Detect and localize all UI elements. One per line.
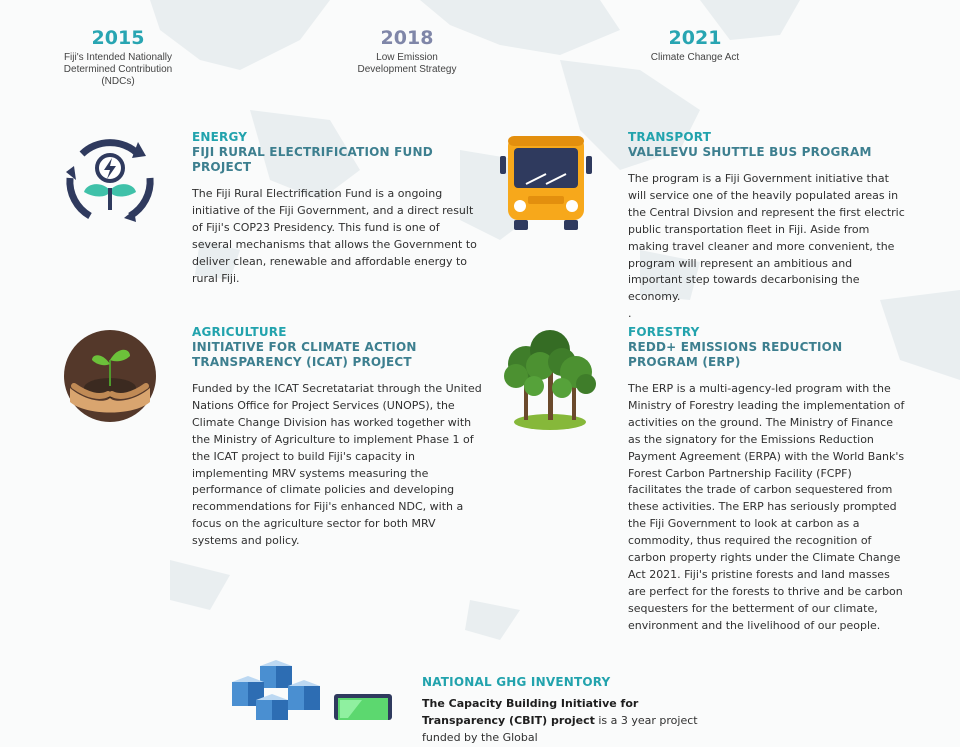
forestry-body: The ERP is a multi-agency-led program with the Ministry of Forestry leading the implementation of activities on the ground. The Ministry of Finance as the signatory for the Emissions Reduction Payment Agreement (ERPA) with the World Bank's Forest Carbon Partnership Facility (FCPF) facilitates the trade of carbon sequestered from these activities. The ERP has seriously prompted the Fiji Government to look at carbon as a commodity, thus required the recognition of carbon property rights under the Climate Change Act 2021. Fiji's pristine forests and land masses are perfect for the forests to thrive and be carbon sequesters for the betterment of our climate, environment and the livelihood of our people. xyxy=(628,382,905,632)
forestry-section xyxy=(628,325,908,635)
forest-trees-icon xyxy=(500,328,600,432)
transport-title: VALELEVU SHUTTLE BUS PROGRAM xyxy=(628,145,872,159)
ghg-lead-bold: The Capacity Building Initiative for Transparency (CBIT) project xyxy=(422,697,639,727)
timeline-desc: Low Emission Development Strategy xyxy=(357,52,457,75)
transport-body-trailing: . xyxy=(628,307,632,321)
timeline-2015 xyxy=(18,26,218,88)
timeline-year: 2018 xyxy=(380,27,434,49)
data-servers-icon xyxy=(230,660,326,720)
transport-section xyxy=(628,130,908,323)
transport-category: TRANSPORT xyxy=(628,130,712,144)
electric-bus-icon xyxy=(500,134,592,232)
energy-body: The Fiji Rural Electrification Fund is a ongoing initiative of the Fiji Government, and a direct result of Fiji's COP23 Presidency. This fund is one of several mechanisms that allows the Government to deliver clean, renewable and affordable energy to rural Fiji. xyxy=(192,187,477,285)
renewable-energy-icon xyxy=(60,132,160,232)
energy-section xyxy=(192,130,482,287)
timeline-year: 2021 xyxy=(668,27,722,49)
agriculture-body: Funded by the ICAT Secretatariat through the United Nations Office for Project Services (UNOPS), the Climate Change Division has worked together with the Ministry of Agriculture to implement Phase 1 of the ICAT project to build Fiji's capacity in implementing MRV systems measuring the performance of climate policies and developing recommendations for Fiji's enhanced NDC, with a focus on the agriculture sector for both MRV systems and policy. xyxy=(192,382,482,548)
monitor-icon xyxy=(334,694,392,720)
timeline-desc: Climate Change Act xyxy=(650,52,740,63)
ghg-category: NATIONAL GHG INVENTORY xyxy=(422,675,611,689)
hands-soil-plant-icon xyxy=(64,330,156,422)
timeline-2018 xyxy=(307,26,507,76)
timeline-year: 2015 xyxy=(91,27,145,49)
transport-body xyxy=(628,171,908,323)
ghg-lead-rest: is a 3 year project funded by the Global xyxy=(422,713,698,744)
forestry-title: REDD+ EMISSIONS REDUCTION PROGRAM (ERP) xyxy=(628,340,843,369)
forestry-category: FORESTRY xyxy=(628,325,700,339)
ghg-body xyxy=(422,696,722,747)
timeline-2021 xyxy=(595,26,795,64)
timeline-desc: Fiji's Intended Nationally Determined Contribution (NDCs) xyxy=(63,52,173,87)
agriculture-title: INITIATIVE FOR CLIMATE ACTION TRANSPARENCY (ICAT) PROJECT xyxy=(192,340,417,369)
transport-body-text: The program is a Fiji Government initiative that will service one of the heavily populated areas in the Central Divsion and represent the first electric public transportation fleet in Fiji. Aside from making travel cleaner and more convenient, the program will represent an ambitious and important step towards decarbonising the economy. xyxy=(628,172,905,304)
agriculture-section xyxy=(192,325,482,550)
ghg-section xyxy=(422,675,722,747)
agriculture-category: AGRICULTURE xyxy=(192,325,287,339)
energy-title: FIJI RURAL ELECTRIFICATION FUND PROJECT xyxy=(192,145,433,174)
energy-category: ENERGY xyxy=(192,130,248,144)
